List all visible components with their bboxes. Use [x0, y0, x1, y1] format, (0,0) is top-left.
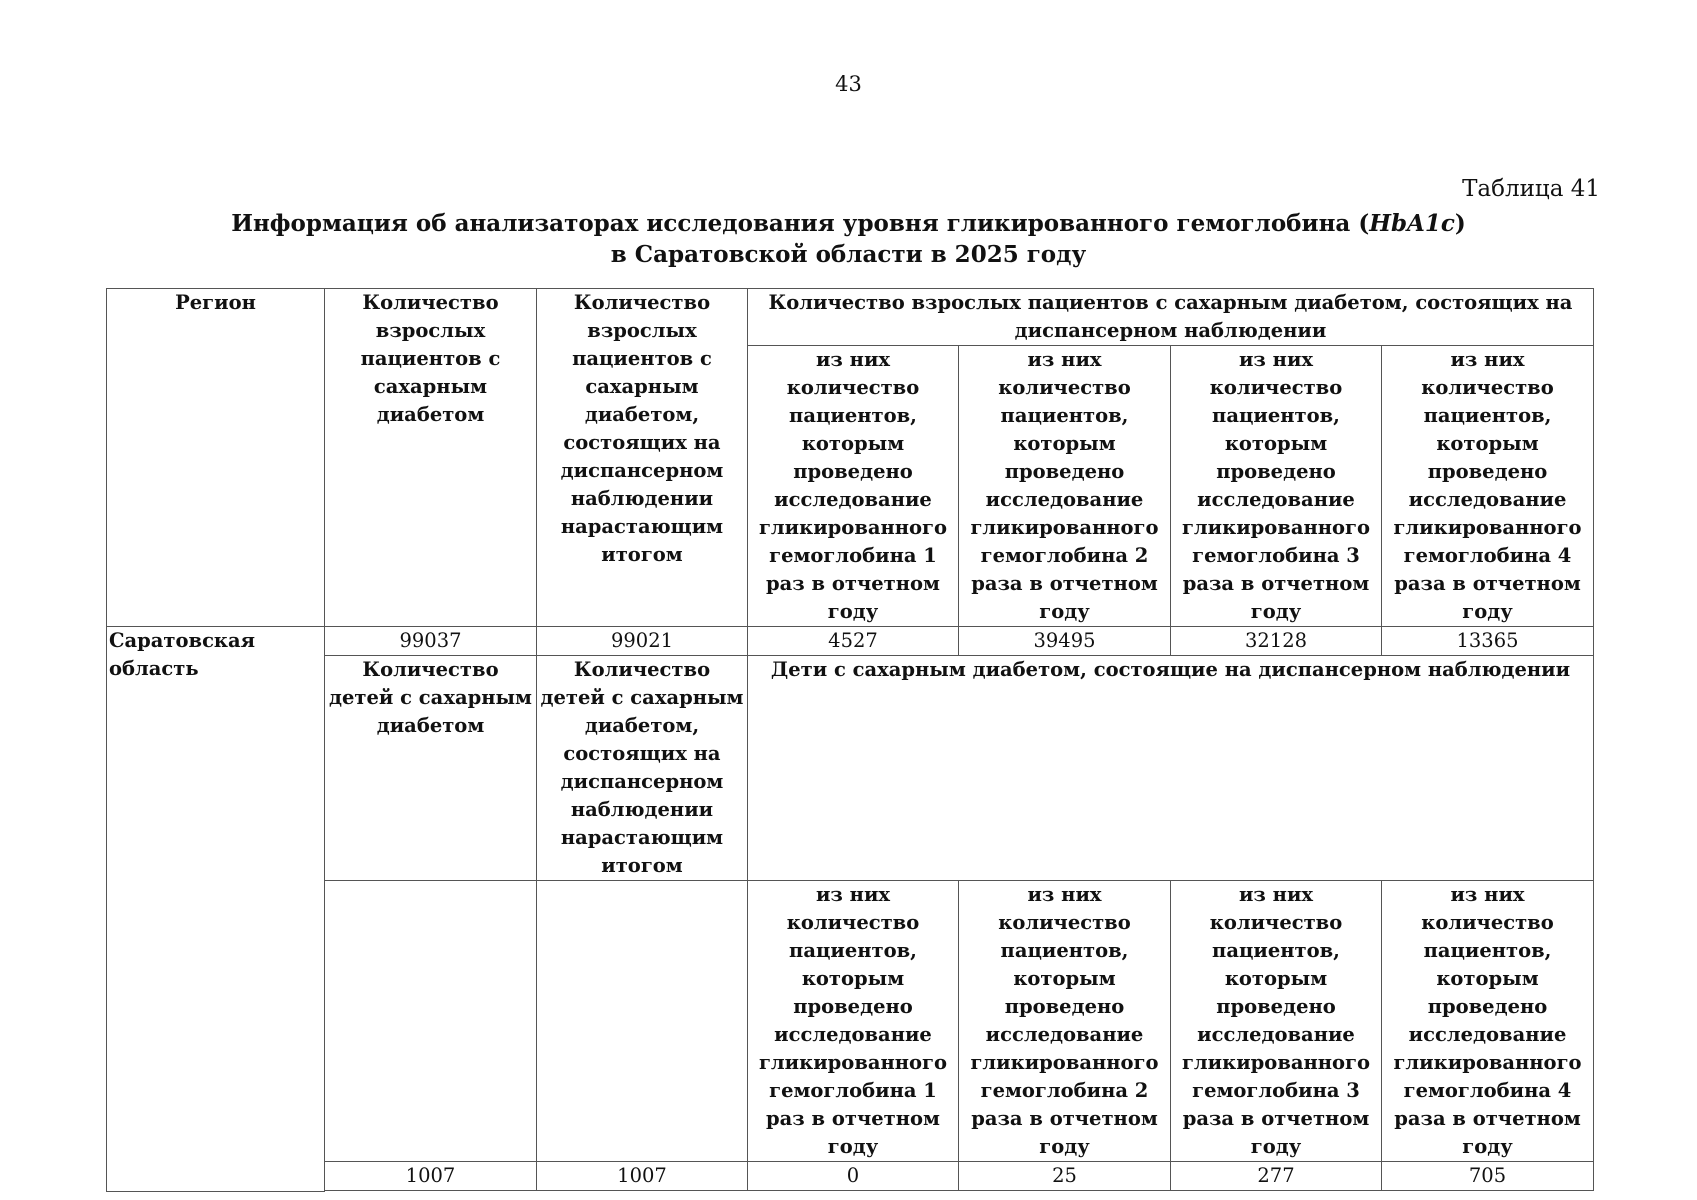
document-title — [140, 208, 1557, 270]
children-value-4-times: 705 — [1382, 1162, 1594, 1191]
adults-value-2-times: 39495 — [959, 627, 1171, 656]
title-line-1 — [140, 208, 1557, 239]
adults-header-row-1 — [107, 289, 1594, 346]
region-name: Саратовская область — [107, 627, 325, 1192]
adults-values-row — [107, 627, 1594, 656]
children-value-3-times: 277 — [1171, 1162, 1382, 1191]
children-group-header: Дети с сахарным диабетом, состоящие на диспансерном наблюдении — [748, 656, 1594, 881]
children-total-subheader-empty — [325, 881, 537, 1162]
adults-sub-header-2: из них количество пациентов, которым проведено исследование гликированного гемоглобина 2 раза в отчетном году — [959, 346, 1171, 627]
adults-sub-header-3: из них количество пациентов, которым проведено исследование гликированного гемоглобина 3 раза в отчетном году — [1171, 346, 1382, 627]
children-value-total: 1007 — [325, 1162, 537, 1191]
children-value-dispensary: 1007 — [537, 1162, 748, 1191]
adults-sub-header-1: из них количество пациентов, которым проведено исследование гликированного гемоглобина 1 раз в отчетном году — [748, 346, 959, 627]
adults-value-3-times: 32128 — [1171, 627, 1382, 656]
adults-value-1-time: 4527 — [748, 627, 959, 656]
children-total-header: Количество детей с сахарным диабетом — [325, 656, 537, 881]
title-abbreviation: HbA1c — [1369, 210, 1455, 237]
title-line-2: в Саратовской области в 2025 году — [610, 241, 1087, 268]
adults-group-header: Количество взрослых пациентов с сахарным диабетом, состоящих на диспансерном наблюдении — [748, 289, 1594, 346]
region-header: Регион — [107, 289, 325, 627]
children-value-1-time: 0 — [748, 1162, 959, 1191]
children-dispensary-subheader-empty — [537, 881, 748, 1162]
children-header-row-1 — [107, 656, 1594, 881]
children-sub-header-3: из них количество пациентов, которым проведено исследование гликированного гемоглобина 3 раза в отчетном году — [1171, 881, 1382, 1162]
adults-value-dispensary: 99021 — [537, 627, 748, 656]
table-caption: Таблица 41 — [1462, 176, 1600, 202]
adults-value-4-times: 13365 — [1382, 627, 1594, 656]
adults-value-total: 99037 — [325, 627, 537, 656]
children-sub-header-1: из них количество пациентов, которым проведено исследование гликированного гемоглобина 1 раз в отчетном году — [748, 881, 959, 1162]
spacer-cell — [325, 1191, 1594, 1192]
children-sub-header-4: из них количество пациентов, которым проведено исследование гликированного гемоглобина 4 раза в отчетном году — [1382, 881, 1594, 1162]
adults-sub-header-4: из них количество пациентов, которым проведено исследование гликированного гемоглобина 4 раза в отчетном году — [1382, 346, 1594, 627]
children-dispensary-header: Количество детей с сахарным диабетом, состоящих на диспансерном наблюдении нарастающим итогом — [537, 656, 748, 881]
hba1c-analyzers-table — [106, 288, 1594, 1192]
children-values-row — [107, 1162, 1594, 1191]
adults-total-header: Количество взрослых пациентов с сахарным диабетом — [325, 289, 537, 627]
children-sub-header-2: из них количество пациентов, которым проведено исследование гликированного гемоглобина 2 раза в отчетном году — [959, 881, 1171, 1162]
title-line-1-prefix: Информация об анализаторах исследования уровня гликированного гемоглобина ( — [231, 210, 1370, 237]
page-number: 43 — [835, 72, 862, 96]
adults-dispensary-header: Количество взрослых пациентов с сахарным диабетом, состоящих на диспансерном наблюдении нарастающим итогом — [537, 289, 748, 627]
children-header-row-2 — [107, 881, 1594, 1162]
children-value-2-times: 25 — [959, 1162, 1171, 1191]
title-line-1-suffix: ) — [1454, 210, 1466, 237]
spacer-row — [107, 1191, 1594, 1192]
